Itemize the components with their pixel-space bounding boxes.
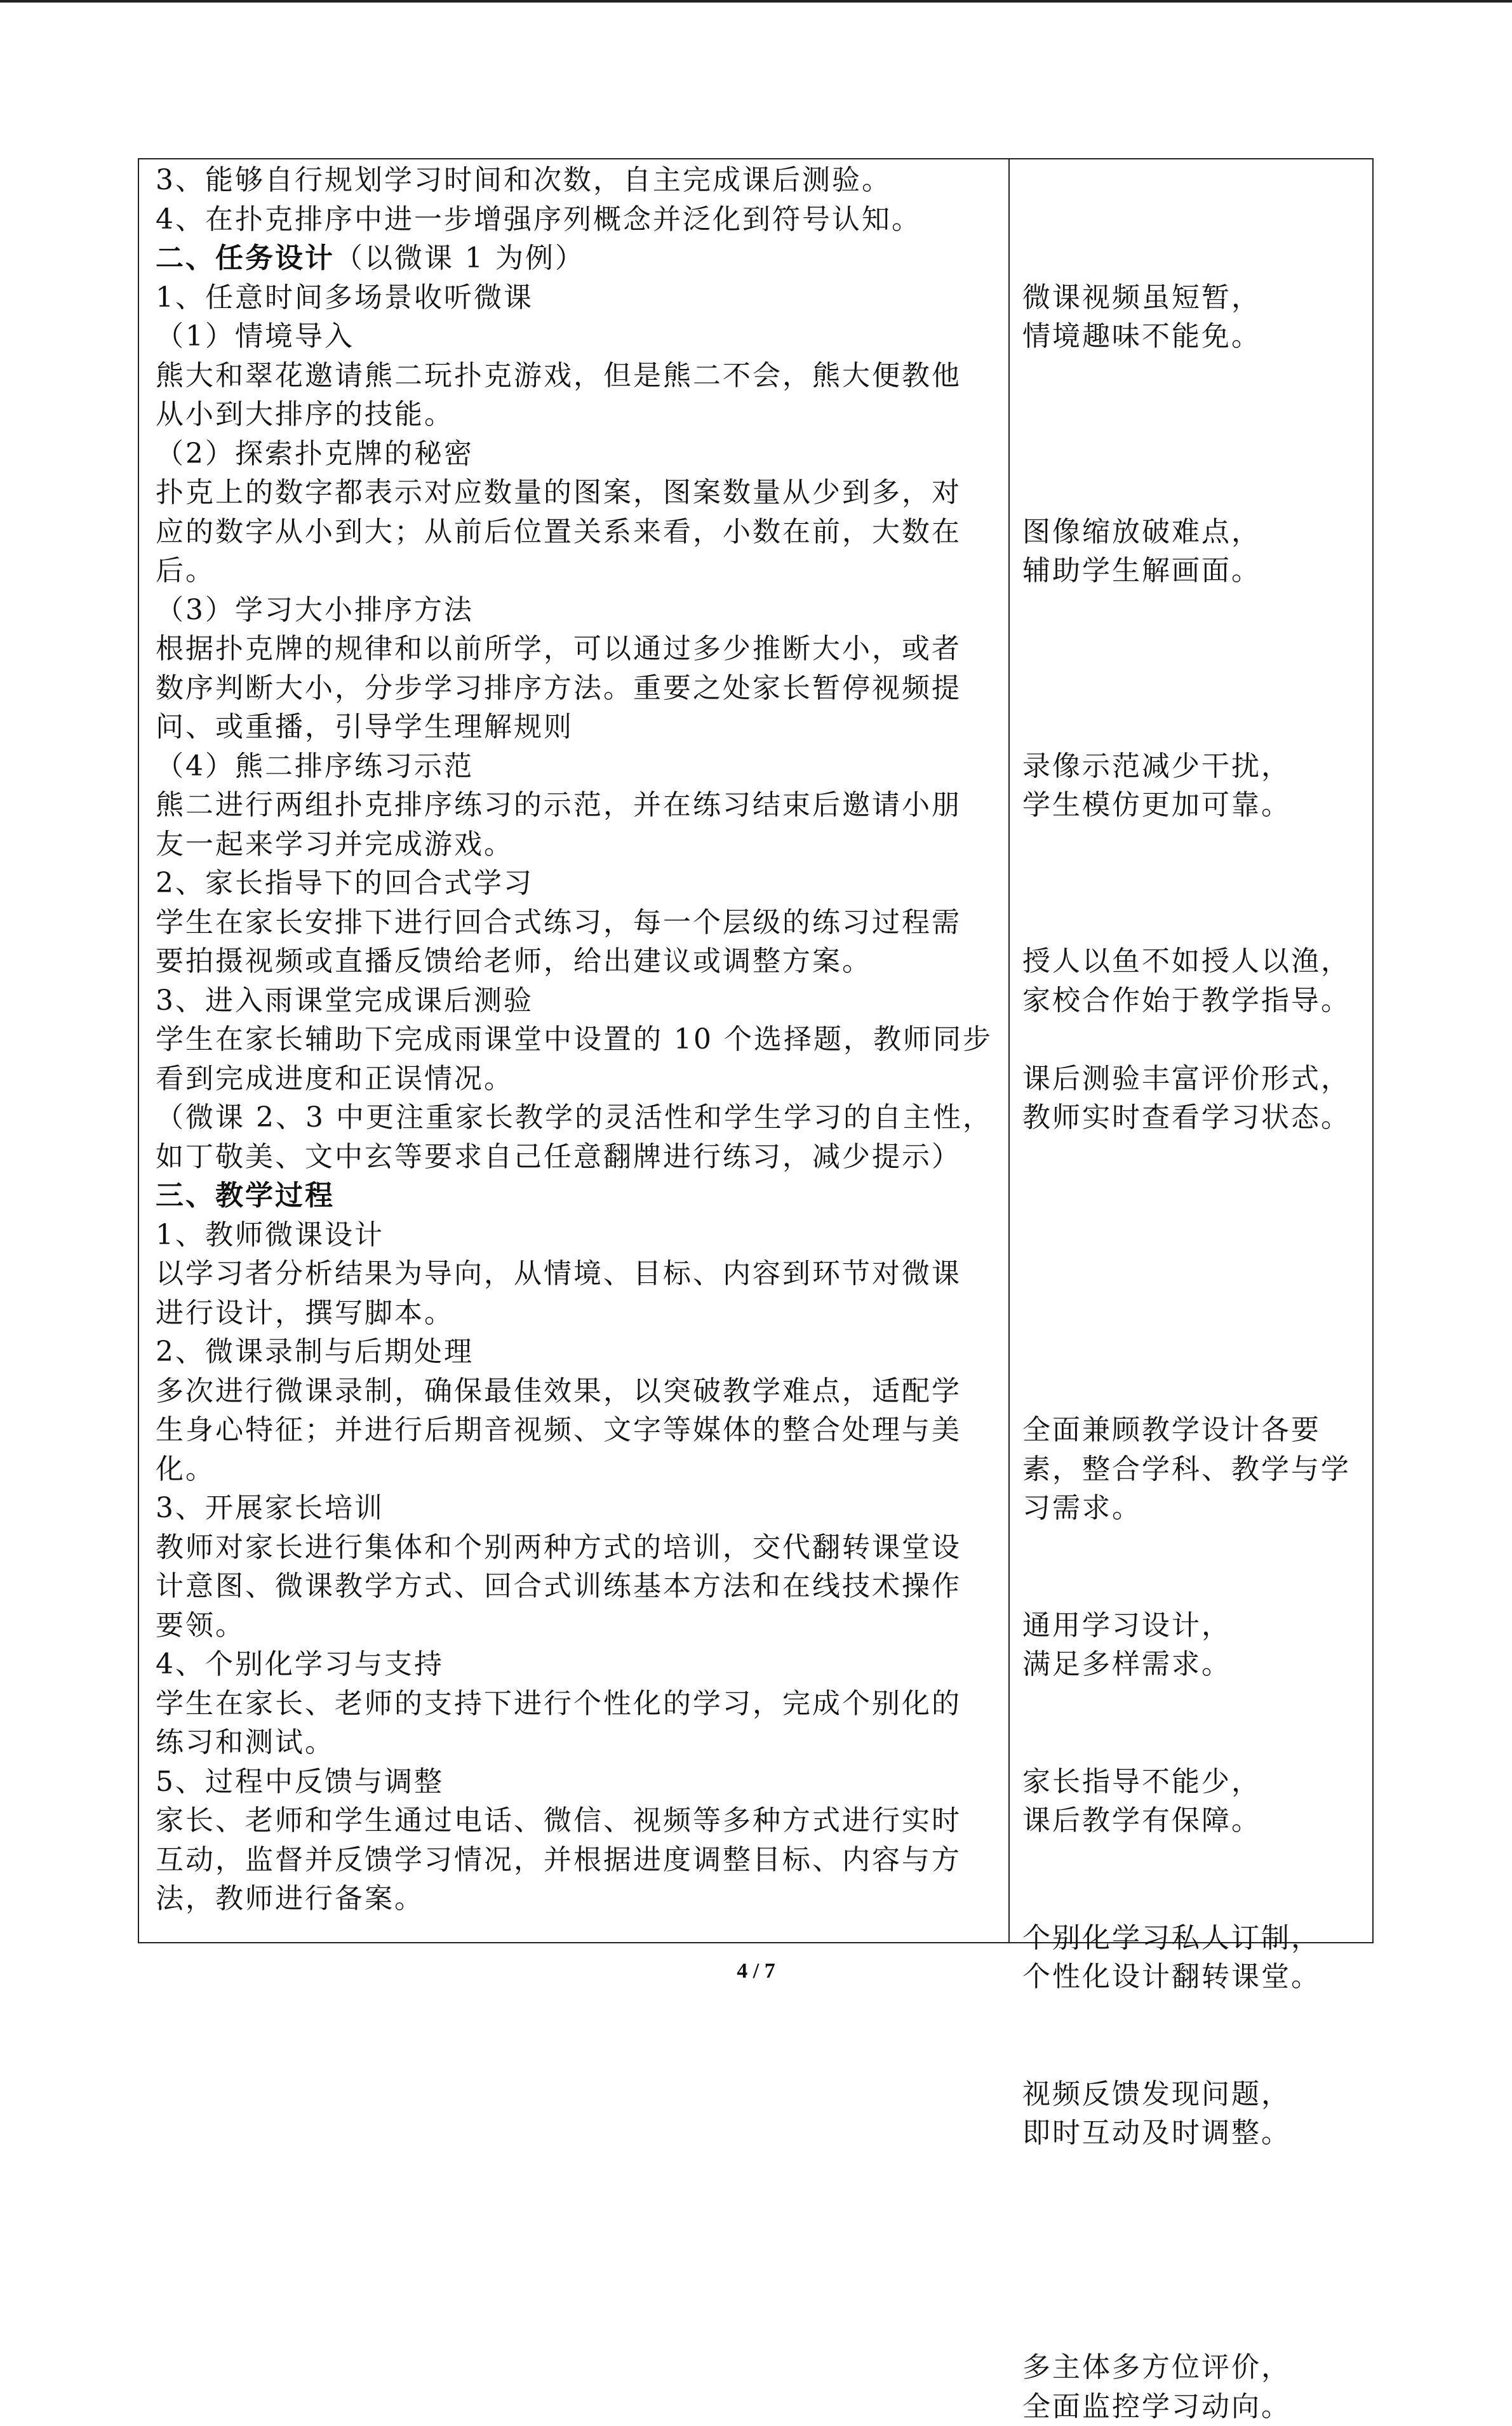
content-line <box>156 1020 997 1059</box>
content-line <box>156 747 997 786</box>
design-note-line: 个别化学习私人订制， <box>1022 1919 1365 1958</box>
content-line-text: 练习和测试。 <box>156 1726 335 1759</box>
design-note-line: 视频反馈发现问题， <box>1022 2075 1365 2114</box>
content-line-text: 2、家长指导下的回合式学习 <box>156 867 533 899</box>
content-line-text: 如丁敬美、文中玄等要求自己任意翻牌进行练习，减少提示） <box>156 1141 961 1173</box>
design-note-line: 全面监控学习动向。 <box>1022 2387 1365 2426</box>
content-line <box>156 629 997 669</box>
note-spacer <box>1022 707 1365 747</box>
note-spacer <box>1022 1840 1365 1880</box>
content-line-text: 问、或重播，引导学生理解规则 <box>156 711 573 743</box>
design-note-line: 录像示范减少干扰， <box>1022 747 1365 786</box>
content-line-text: 应的数字从小到大；从前后位置关系来看，小数在前，大数在 <box>156 516 961 548</box>
content-line <box>156 395 997 434</box>
note-spacer <box>1022 1528 1365 1567</box>
content-line <box>156 434 997 474</box>
content-line <box>156 942 997 981</box>
content-line-text: 2、微课录制与后期处理 <box>156 1336 474 1368</box>
content-line <box>156 1606 997 1645</box>
content-line <box>156 1450 997 1489</box>
content-line <box>156 669 997 708</box>
content-line-text: 生身心特征；并进行后期音视频、文字等媒体的整合处理与美 <box>156 1414 961 1446</box>
content-line-text: 从小到大排序的技能。 <box>156 398 454 431</box>
note-spacer <box>1022 1332 1365 1372</box>
content-line <box>156 1059 997 1099</box>
note-spacer <box>1022 1216 1365 1255</box>
note-spacer <box>1022 2270 1365 2309</box>
note-spacer <box>1022 1684 1365 1724</box>
content-line <box>156 1801 997 1840</box>
content-line <box>156 161 997 200</box>
content-line <box>156 513 997 552</box>
content-line-text: 友一起来学习并完成游戏。 <box>156 828 514 861</box>
design-note-line: 素，整合学科、教学与学 <box>1022 1450 1365 1489</box>
content-line <box>156 1567 997 1606</box>
content-line <box>156 1254 997 1294</box>
content-line-text: 3、开展家长培训 <box>156 1492 384 1524</box>
content-line-text: （微课 2、3 中更注重家长教学的灵活性和学生学习的自主性， <box>156 1101 993 1134</box>
design-note-line: 满足多样需求。 <box>1022 1645 1365 1684</box>
content-line <box>156 1294 997 1333</box>
content-line-text: 4、在扑克排序中进一步增强序列概念并泛化到符号认知。 <box>156 203 921 236</box>
design-note-line: 辅助学生解画面。 <box>1022 551 1365 591</box>
content-line <box>156 1137 997 1177</box>
design-note-line: 图像缩放破难点， <box>1022 513 1365 552</box>
design-note-line: 授人以鱼不如授人以渔， <box>1022 942 1365 981</box>
design-notes-column <box>1022 161 1365 2426</box>
design-note-line: 家长指导不能少， <box>1022 1762 1365 1802</box>
content-line-text: 多次进行微课录制，确保最佳效果，以突破教学难点，适配学 <box>156 1375 961 1407</box>
design-note-line: 全面兼顾教学设计各要 <box>1022 1411 1365 1450</box>
content-line-text: 互动，监督并反馈学习情况，并根据进度调整目标、内容与方 <box>156 1844 961 1876</box>
content-line-text: 计意图、微课教学方式、回合式训练基本方法和在线技术操作 <box>156 1570 961 1602</box>
content-line-text: 3、进入雨课堂完成课后测验 <box>156 984 533 1017</box>
content-line <box>156 317 997 356</box>
content-line-text: 进行设计，撰写脚本。 <box>156 1297 454 1329</box>
content-line-text: 学生在家长安排下进行回合式练习，每一个层级的练习过程需 <box>156 906 961 939</box>
design-note-line: 家校合作始于教学指导。 <box>1022 981 1365 1021</box>
design-note-line: 情境趣味不能免。 <box>1022 317 1365 356</box>
note-spacer <box>1022 2153 1365 2192</box>
content-line <box>156 1528 997 1567</box>
content-line <box>156 1411 997 1450</box>
note-spacer <box>1022 1176 1365 1216</box>
content-line <box>156 786 997 825</box>
content-line <box>156 981 997 1021</box>
note-spacer <box>1022 1723 1365 1762</box>
content-line <box>156 707 997 747</box>
note-spacer <box>1022 864 1365 903</box>
content-line-text: 三、教学过程 <box>156 1179 335 1212</box>
note-spacer <box>1022 591 1365 630</box>
content-line <box>156 1723 997 1762</box>
note-spacer <box>1022 629 1365 669</box>
content-line <box>156 278 997 318</box>
note-spacer <box>1022 1254 1365 1294</box>
note-spacer <box>1022 825 1365 864</box>
table-column-divider <box>1008 158 1010 1943</box>
content-line-text: 1、任意时间多场景收听微课 <box>156 281 533 314</box>
content-line <box>156 591 997 630</box>
content-line-text: （3）学习大小排序方法 <box>156 594 474 626</box>
note-spacer <box>1022 2231 1365 2270</box>
note-spacer <box>1022 395 1365 434</box>
design-note-line: 习需求。 <box>1022 1489 1365 1528</box>
content-line <box>156 1879 997 1919</box>
note-spacer <box>1022 1997 1365 2036</box>
note-spacer <box>1022 239 1365 278</box>
note-spacer <box>1022 1294 1365 1333</box>
note-spacer <box>1022 1879 1365 1919</box>
content-line <box>156 551 997 591</box>
content-line <box>156 1098 997 1137</box>
design-note-line: 课后测验丰富评价形式， <box>1022 1059 1365 1099</box>
note-spacer <box>1022 356 1365 396</box>
content-line <box>156 1372 997 1411</box>
note-spacer <box>1022 1137 1365 1177</box>
content-line-text: 后。 <box>156 554 215 587</box>
content-line-text: 学生在家长辅助下完成雨课堂中设置的 10 个选择题，教师同步 <box>156 1023 993 1056</box>
note-spacer <box>1022 473 1365 513</box>
top-border-line <box>0 0 1512 3</box>
heading-note: （以微课 1 为例） <box>335 242 585 274</box>
section-heading <box>156 239 997 278</box>
content-line-text: 数序判断大小，分步学习排序方法。重要之处家长暂停视频提 <box>156 672 961 704</box>
note-spacer <box>1022 2192 1365 2231</box>
content-line-text: 3、能够自行规划学习时间和次数，自主完成课后测验。 <box>156 164 892 196</box>
content-line <box>156 1645 997 1684</box>
design-note-line: 教师实时查看学习状态。 <box>1022 1098 1365 1137</box>
content-line <box>156 1684 997 1724</box>
note-spacer <box>1022 2309 1365 2349</box>
content-line-text: （2）探索扑克牌的秘密 <box>156 438 474 470</box>
note-spacer <box>1022 161 1365 200</box>
design-note-line: 微课视频虽短暂， <box>1022 278 1365 318</box>
content-line-text: 根据扑克牌的规律和以前所学，可以通过多少推断大小，或者 <box>156 633 961 665</box>
content-line-text: 看到完成进度和正误情况。 <box>156 1062 514 1095</box>
content-line <box>156 1840 997 1880</box>
content-line-text: （1）情境导入 <box>156 320 354 352</box>
section-heading <box>156 1176 997 1216</box>
content-line <box>156 473 997 513</box>
content-line <box>156 200 997 239</box>
content-line-text: 要拍摄视频或直播反馈给老师，给出建议或调整方案。 <box>156 945 872 977</box>
content-line-text: 5、过程中反馈与调整 <box>156 1766 444 1798</box>
design-note-line: 个性化设计翻转课堂。 <box>1022 1957 1365 1997</box>
content-line <box>156 1216 997 1255</box>
design-note-line: 通用学习设计， <box>1022 1606 1365 1645</box>
note-spacer <box>1022 2035 1365 2075</box>
note-spacer <box>1022 903 1365 942</box>
page-number: 4 / 7 <box>0 1959 1512 1984</box>
content-line-text: 家长、老师和学生通过电话、微信、视频等多种方式进行实时 <box>156 1804 961 1837</box>
content-line <box>156 1762 997 1802</box>
content-line <box>156 356 997 396</box>
content-line <box>156 1489 997 1528</box>
content-line-text: 法，教师进行备案。 <box>156 1882 424 1915</box>
note-spacer <box>1022 1372 1365 1411</box>
content-line-text: 二、任务设计 <box>156 242 335 274</box>
content-line-text: 化。 <box>156 1453 215 1485</box>
content-line-text: 学生在家长、老师的支持下进行个性化的学习，完成个别化的 <box>156 1687 961 1720</box>
content-line-text: 熊二进行两组扑克排序练习的示范，并在练习结束后邀请小朋 <box>156 789 961 821</box>
content-line-text: 1、教师微课设计 <box>156 1219 384 1251</box>
note-spacer <box>1022 434 1365 474</box>
content-line-text: 要领。 <box>156 1609 245 1642</box>
content-line <box>156 903 997 942</box>
design-note-line: 学生模仿更加可靠。 <box>1022 786 1365 825</box>
content-line-text: 扑克上的数字都表示对应数量的图案，图案数量从少到多，对 <box>156 476 961 509</box>
note-spacer <box>1022 200 1365 239</box>
note-spacer <box>1022 669 1365 708</box>
teaching-content-column <box>156 161 997 1919</box>
content-line <box>156 825 997 864</box>
content-line-text: 教师对家长进行集体和个别两种方式的培训，交代翻转课堂设 <box>156 1531 961 1564</box>
design-note-line: 课后教学有保障。 <box>1022 1801 1365 1840</box>
content-line-text: 4、个别化学习与支持 <box>156 1648 444 1680</box>
content-line <box>156 1332 997 1372</box>
content-line <box>156 864 997 903</box>
note-spacer <box>1022 1567 1365 1606</box>
content-line-text: 以学习者分析结果为导向，从情境、目标、内容到环节对微课 <box>156 1257 961 1290</box>
design-note-line: 多主体多方位评价， <box>1022 2348 1365 2387</box>
content-line-text: （4）熊二排序练习示范 <box>156 750 474 782</box>
content-line-text: 熊大和翠花邀请熊二玩扑克游戏，但是熊二不会，熊大便教他 <box>156 359 961 392</box>
design-note-line: 即时互动及时调整。 <box>1022 2114 1365 2153</box>
note-spacer <box>1022 1020 1365 1059</box>
